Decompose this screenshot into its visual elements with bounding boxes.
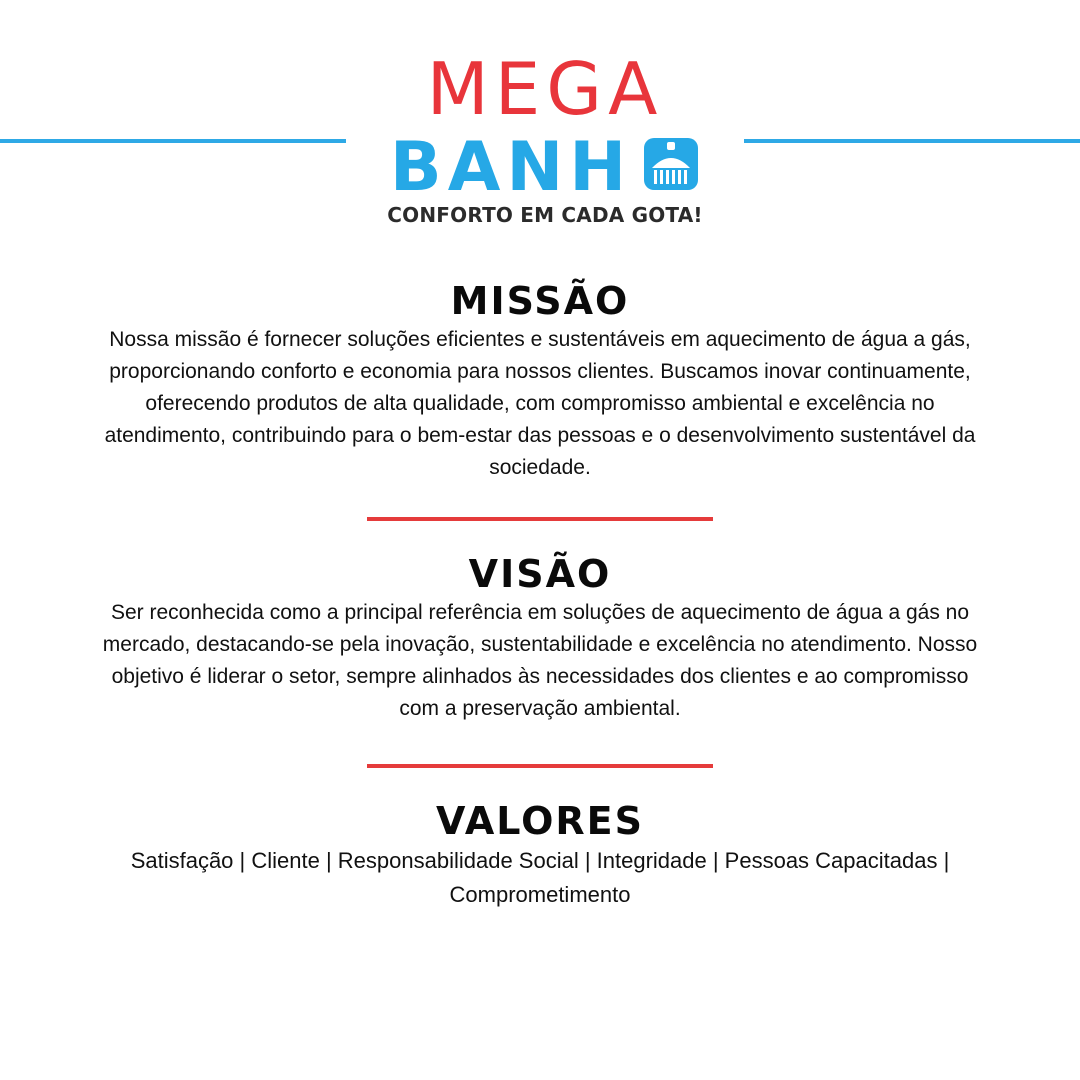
section-divider-1 [367, 517, 713, 521]
section-divider-2 [367, 764, 713, 768]
header-rule-right [744, 139, 1080, 143]
logo-line-banho: BANH [389, 128, 633, 202]
missao-section [100, 280, 980, 484]
header-rule-left [0, 139, 346, 143]
valores-title: VALORES [436, 799, 644, 843]
valores-text: Satisfação | Cliente | Responsabilidade Social | Integridade | Pessoas Capacitadas | Comprometimento [130, 847, 950, 907]
visao-text: Ser reconhecida como a principal referência em soluções de aquecimento de água a gás no mercado, destacando-se pela inovação, sustentabilidade e excelência no atendimento. Nosso objetivo é liderar o setor, sempre alinhados às necessidades dos clientes e ao compromisso com a preservação ambiental. [102, 600, 978, 720]
valores-section [100, 800, 980, 912]
logo-graphic [346, 52, 744, 202]
missao-text: Nossa missão é fornecer soluções eficientes e sustentáveis em aquecimento de água a gás, proporcionando conforto e economia para nossos clientes. Buscamos inovar continuamente, oferecendo produtos de alta qualidade, com compromisso ambiental e excelência no atendimento, contribuindo para o bem-estar das pessoas e o desenvolvimento sustentável da sociedade. [104, 327, 976, 479]
missao-title: MISSÃO [450, 279, 630, 323]
mega-banho-logo [346, 52, 744, 242]
logo-tagline: CONFORTO EM CADA GOTA! [387, 203, 703, 227]
shower-head-icon [644, 138, 698, 190]
visao-title: VISÃO [468, 552, 612, 596]
visao-section [100, 553, 980, 725]
logo-line-mega: MEGA [426, 52, 664, 131]
